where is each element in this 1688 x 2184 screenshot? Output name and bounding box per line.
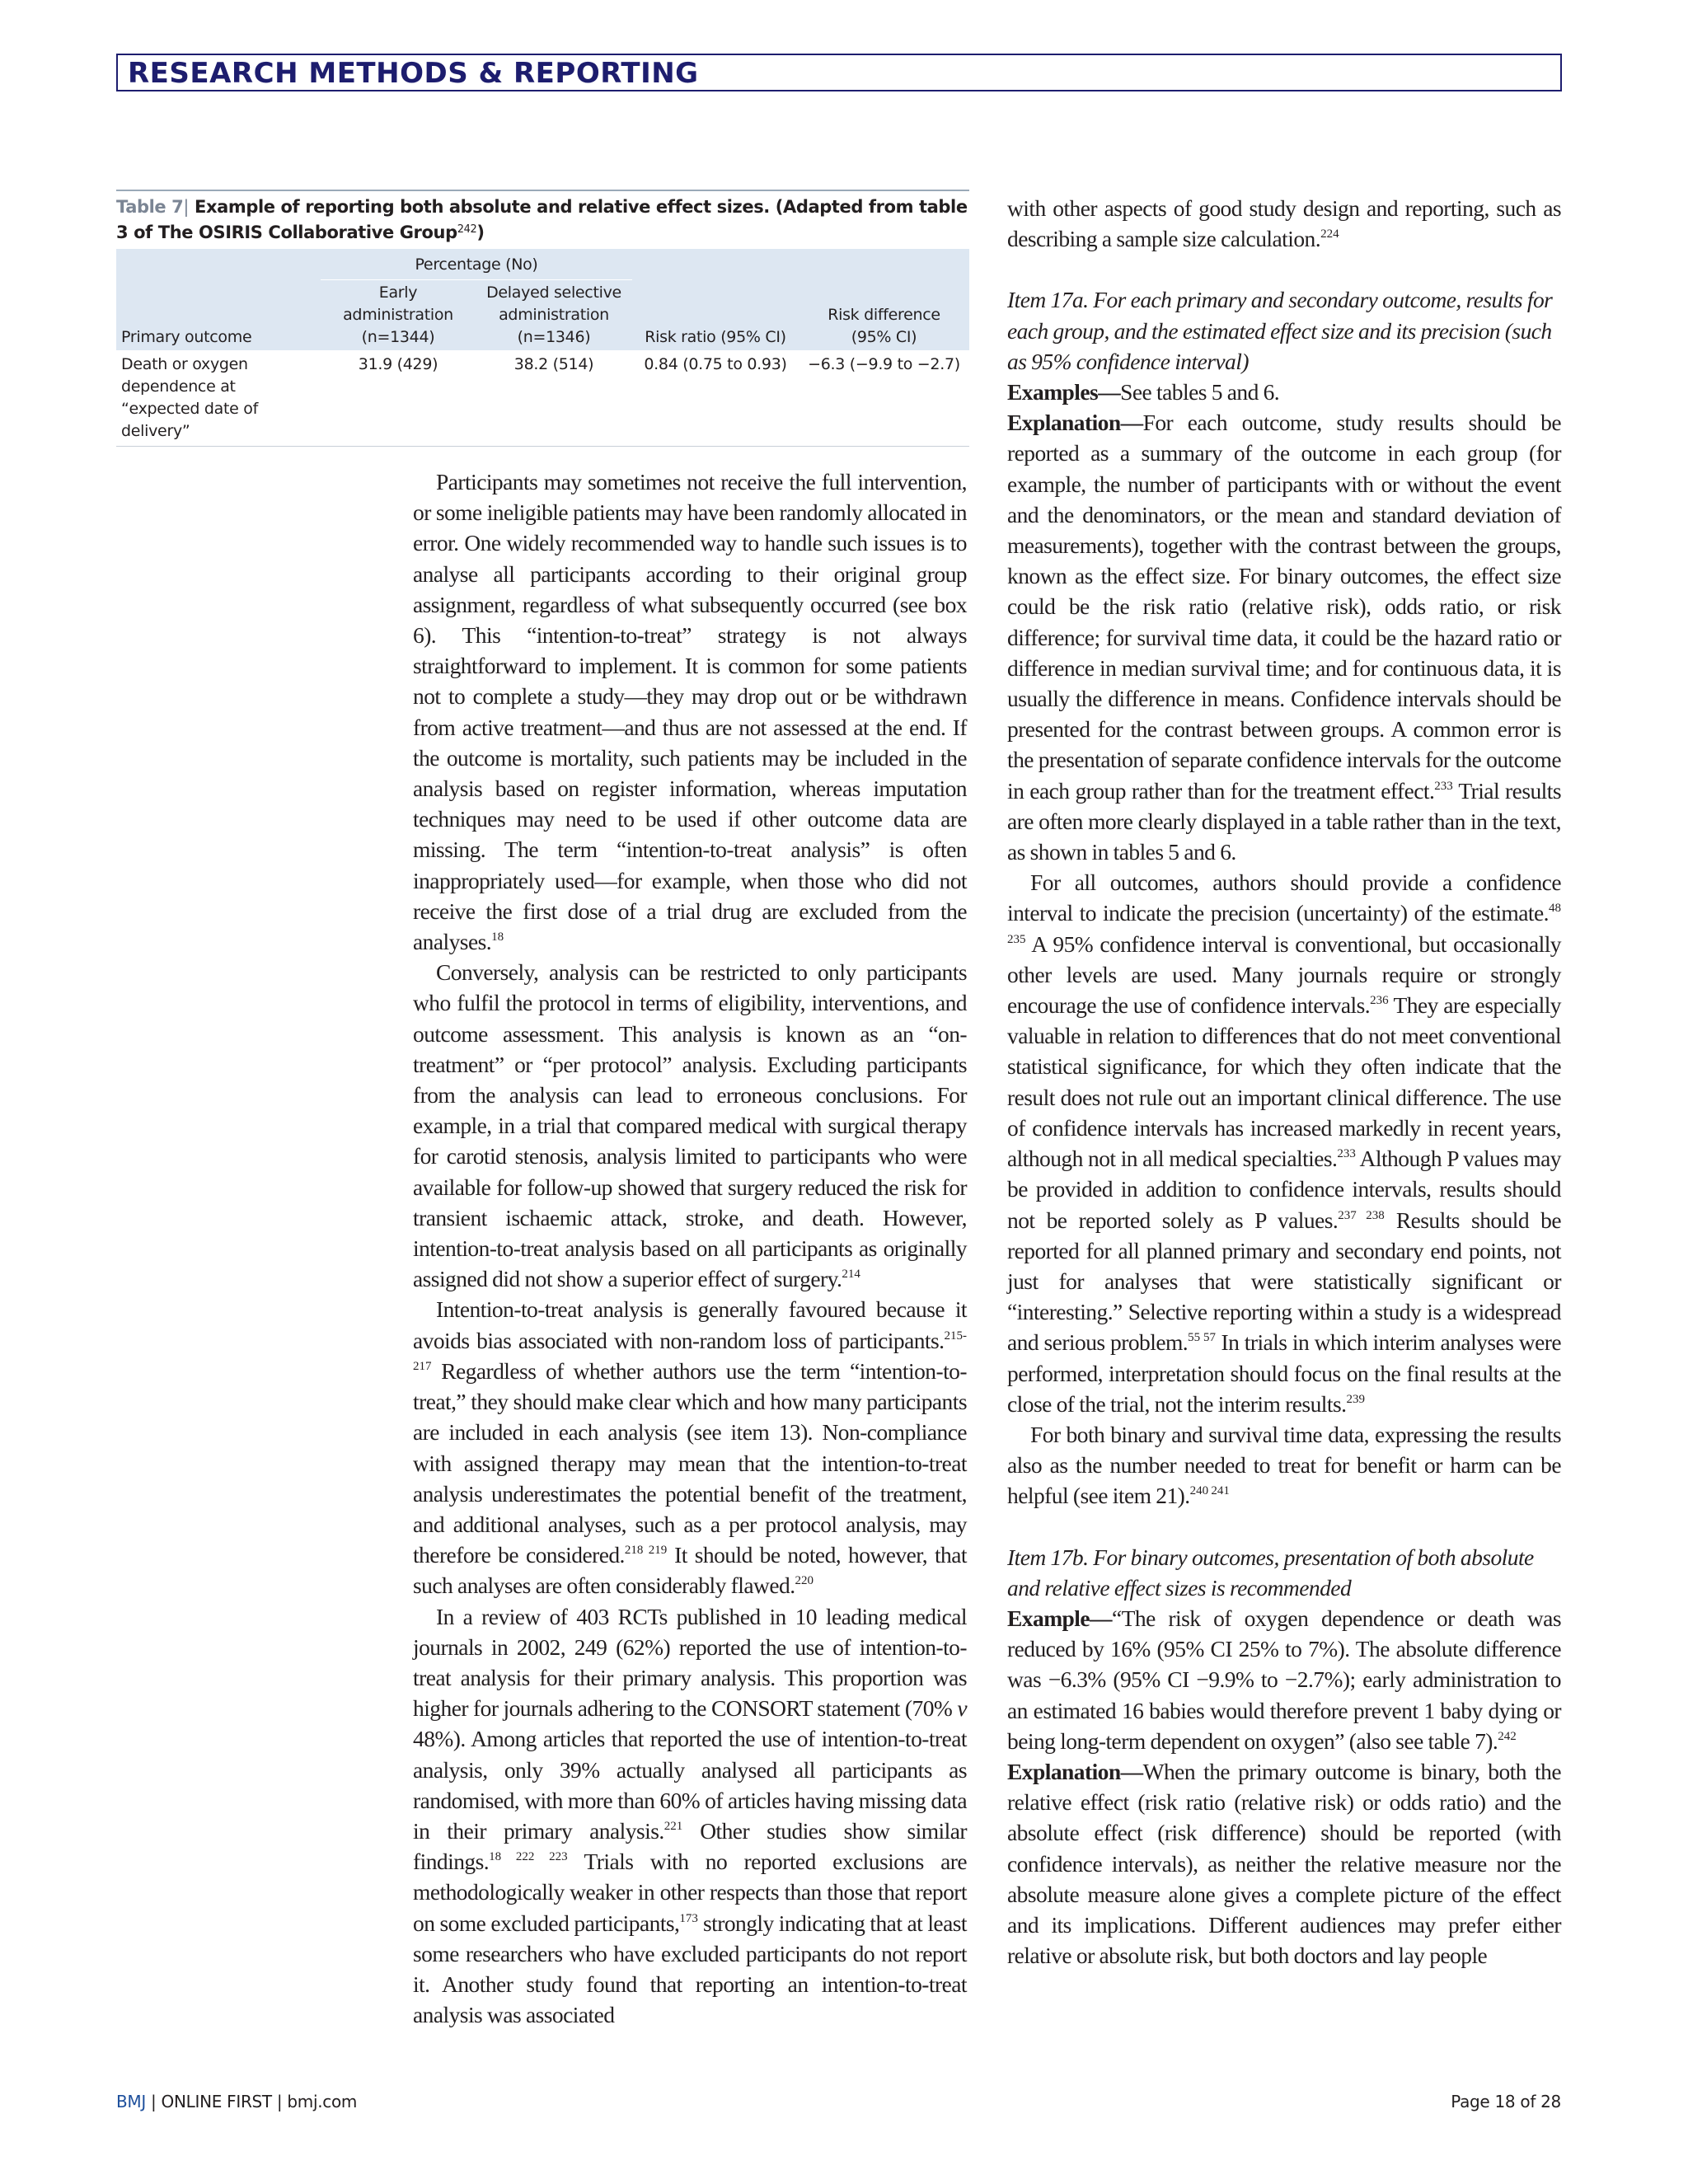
reference: 237 238	[1338, 1208, 1385, 1222]
reference: 233	[1434, 779, 1453, 793]
reference: 224	[1320, 227, 1339, 241]
table-group-header-row	[116, 249, 969, 280]
reference: 218 219	[624, 1544, 668, 1558]
cell-early: 31.9 (429)	[358, 355, 438, 373]
table-column-header-row	[116, 280, 969, 351]
cell-outcome: Death or oxygen dependence at “expected date of delivery”	[121, 355, 258, 440]
reference: 214	[842, 1268, 860, 1282]
paragraph-continuation: with other aspects of good study design and reporting, such as describing a sample size calculation.$^{224}$	[1007, 195, 1561, 252]
paragraph-nnt: For both binary and survival time data, expressing the results also as the number needed to treat for benefit or harm can be helpful (see item 21).$^{240 241}$	[1007, 1421, 1561, 1509]
col-header-delayed: Delayed selective administration (n=1346)	[476, 280, 632, 351]
middle-column	[413, 466, 967, 2030]
reference: 221	[663, 1819, 683, 1833]
paragraph-confidence-intervals: For all outcomes, authors should provide a confidence interval to indicate the precision (uncertainty) of the estimate.$^{48 235}$ A 95% confidence interval is conventional, but occasionally other levels are used. Many journals require or strongly encourage the use of confidence intervals.$^{236}$ They are especially valuable in relation to differences that do not meet conventional statistical significance, for which they often indicate that the result does not rule out an important clinical difference. The use of confidence intervals has increased markedly in recent years, although not in all medical specialties.$^{233}$ Although P values may be provided in addition to confidence intervals, results should not be reported solely as P values.$^{237 238}$ Results should be reported for all planned primary and secondary end points, not just for analyses that were statistically significant or “interesting.” Selective reporting within a study is a widespread and serious problem.$^{55 57}$ In trials in which interim analyses were performed, interpretation should focus on the final results at the close of the trial, not the interim results.$^{239}$	[1007, 869, 1562, 1417]
footer-brand: BMJ	[116, 2092, 146, 2111]
reference: 220	[795, 1574, 814, 1588]
data-table	[116, 249, 969, 447]
table-number: Table 7	[116, 197, 184, 217]
reference: 239	[1346, 1392, 1365, 1406]
right-column	[1007, 193, 1561, 1971]
item-17b-heading: Item 17b. For binary outcomes, presentation of both absolute and relative effect sizes is recommended	[1007, 1544, 1534, 1601]
footer-journal-text: | ONLINE FIRST | bmj.com	[145, 2092, 358, 2111]
reference: 48 235	[1007, 902, 1561, 946]
col-header-outcome: Primary outcome	[116, 280, 321, 351]
reference: 55 57	[1188, 1331, 1217, 1345]
table-caption-text: Example of reporting both absolute and relative effect sizes. (Adapted from table 3 of The OSIRIS Collaborative Group	[116, 197, 968, 242]
explanation-17a: Explanation—For each outcome, study results should be reported as a summary of the outcome in each group (for example, the number of participants with or without the event and the denominators, or the mean and standard deviation of measurements), together with the contrast between the groups, known as the effect size. For binary outcomes, the effect size could be the risk ratio (relative risk), odds ratio, or risk difference; for survival time data, it could be the hazard ratio or difference in median survival time; and for continuous data, it is usually the difference in means. Confidence intervals should be presented for the contrast between groups. A common error is the presentation of separate confidence intervals for the outcome in each group rather than for the treatment effect.$^{233}$ Trial results are often more clearly displayed in a table rather than in the text, as shown in tables 5 and 6.	[1007, 410, 1562, 865]
table-row	[116, 350, 969, 447]
examples-17a: Examples—See tables 5 and 6.	[1007, 379, 1280, 405]
cell-risk-difference: −6.3 (−9.9 to −2.7)	[808, 355, 960, 373]
group-header-percentage: Percentage (No)	[321, 249, 632, 280]
reference: 236	[1370, 994, 1389, 1008]
table-caption	[116, 191, 969, 249]
col-header-risk-difference: Risk difference (95% CI)	[799, 280, 969, 351]
page-number: Page 18 of 28	[1451, 2092, 1561, 2111]
reference: 18 222 223	[489, 1850, 568, 1864]
example-17b: Example—“The risk of oxygen dependence or death was reduced by 16% (95% CI 25% to 7%). The absolute difference was −6.3% (95% CI −9.9% to −2.7%); early administration to an estimated 16 babies would therefore prevent 1 baby dying or being long-term dependent on oxygen” (also see table 7).$^{242}$	[1007, 1605, 1561, 1754]
col-header-early: Early administration (n=1344)	[321, 280, 476, 351]
table-separator: |	[183, 197, 190, 217]
paragraph-per-protocol: Conversely, analysis can be restricted to only participants who fulfil the protocol in terms of eligibility, interventions, and outcome assessment. This analysis is known as an “on-treatment” or “per protocol” analysis. Excluding participants from the analysis can lead to erroneous conclusions. For example, in a trial that compared medical with surgical therapy for carotid stenosis, analysis limited to participants who were available for follow-up showed that surgery reduced the risk for transient ischaemic attack, stroke, and death. However, intention-to-treat analysis based on all participants as originally assigned did not show a superior effect of surgery.$^{214}$	[413, 959, 967, 1292]
paragraph-rct-review: In a review of 403 RCTs published in 10 leading medical journals in 2002, 249 (62%) reported the use of intention-to-treat analysis for their primary analysis. This proportion was higher for journals adhering to the CONSORT statement (70% v 48%). Among articles that reported the use of intention-to-treat analysis, only 39% actually analysed all participants as randomised, with more than 60% of articles having missing data in their primary analysis.$^{221}$ Other studies show similar findings.$^{18 222 223}$ Trials with no reported exclusions are methodologically weaker in other respects than those that report on some excluded participants,$^{173}$ strongly indicating that at least some researchers who have excluded participants do not report it. Another study found that reporting an intention-to-treat analysis was associated	[413, 1603, 968, 2028]
table-caption-ref: 242	[457, 223, 477, 236]
cell-risk-ratio: 0.84 (0.75 to 0.93)	[644, 355, 787, 373]
item-17a-heading: Item 17a. For each primary and secondary outcome, results for each group, and the estimated effect size and its precision (such as 95% confidence interval)	[1007, 287, 1553, 374]
cell-delayed: 38.2 (514)	[513, 355, 594, 373]
reference: 233	[1337, 1147, 1356, 1161]
reference: 240 241	[1189, 1484, 1230, 1498]
col-header-risk-ratio: Risk ratio (95% CI)	[632, 280, 799, 351]
footer-journal	[116, 2092, 357, 2111]
reference: 173	[679, 1911, 698, 1925]
section-title: RESEARCH METHODS & REPORTING	[128, 57, 699, 90]
paragraph-itt-favoured: Intention-to-treat analysis is generally favoured because it avoids bias associated with non-random loss of participants.$^{215-217}$ Regardless of whether authors use the term “intention-to-treat,” they should make clear which and how many participants are included in each analysis (see item 13). Non-compliance with assigned therapy may mean that the intention-to-treat analysis underestimates the potential benefit of the treatment, and additional analyses, such as a per protocol analysis, may therefore be considered.$^{218 219}$ It should be noted, however, that such analyses are often considerably flawed.$^{220}$	[413, 1296, 967, 1599]
reference: 242	[1498, 1729, 1517, 1743]
explanation-17b: Explanation—When the primary outcome is binary, both the relative effect (risk ratio (relative risk) or odds ratio) and the absolute effect (risk difference) should be reported (with confidence intervals), as neither the relative measure nor the absolute measure alone gives a complete picture of the effect and its implications. Different audiences may prefer either relative or absolute risk, but both doctors and lay people	[1007, 1758, 1561, 1969]
table-7	[116, 190, 969, 447]
reference: 18	[491, 930, 504, 944]
table-caption-close: )	[476, 223, 485, 242]
reference: 215-217	[413, 1329, 967, 1373]
section-header-box	[116, 54, 1562, 91]
paragraph-itt-intro: Participants may sometimes not receive the full intervention, or some ineligible patients may have been randomly allocated in error. One widely recommended way to handle such issues is to analyse all participants according to their original group assignment, regardless of what subsequently occurred (see box 6). This “intention-to-treat” strategy is not always straightforward to implement. It is common for some patients not to complete a study—they may drop out or be withdrawn from active treatment—and thus are not assessed at the end. If the outcome is mortality, such patients may be included in the analysis based on register information, whereas imputation techniques may need to be used if other outcome data are missing. The term “intention-to-treat analysis” is often inappropriately used—for example, when those who did not receive the first dose of a trial drug are excluded from the analyses.$^{18}$	[413, 469, 967, 955]
